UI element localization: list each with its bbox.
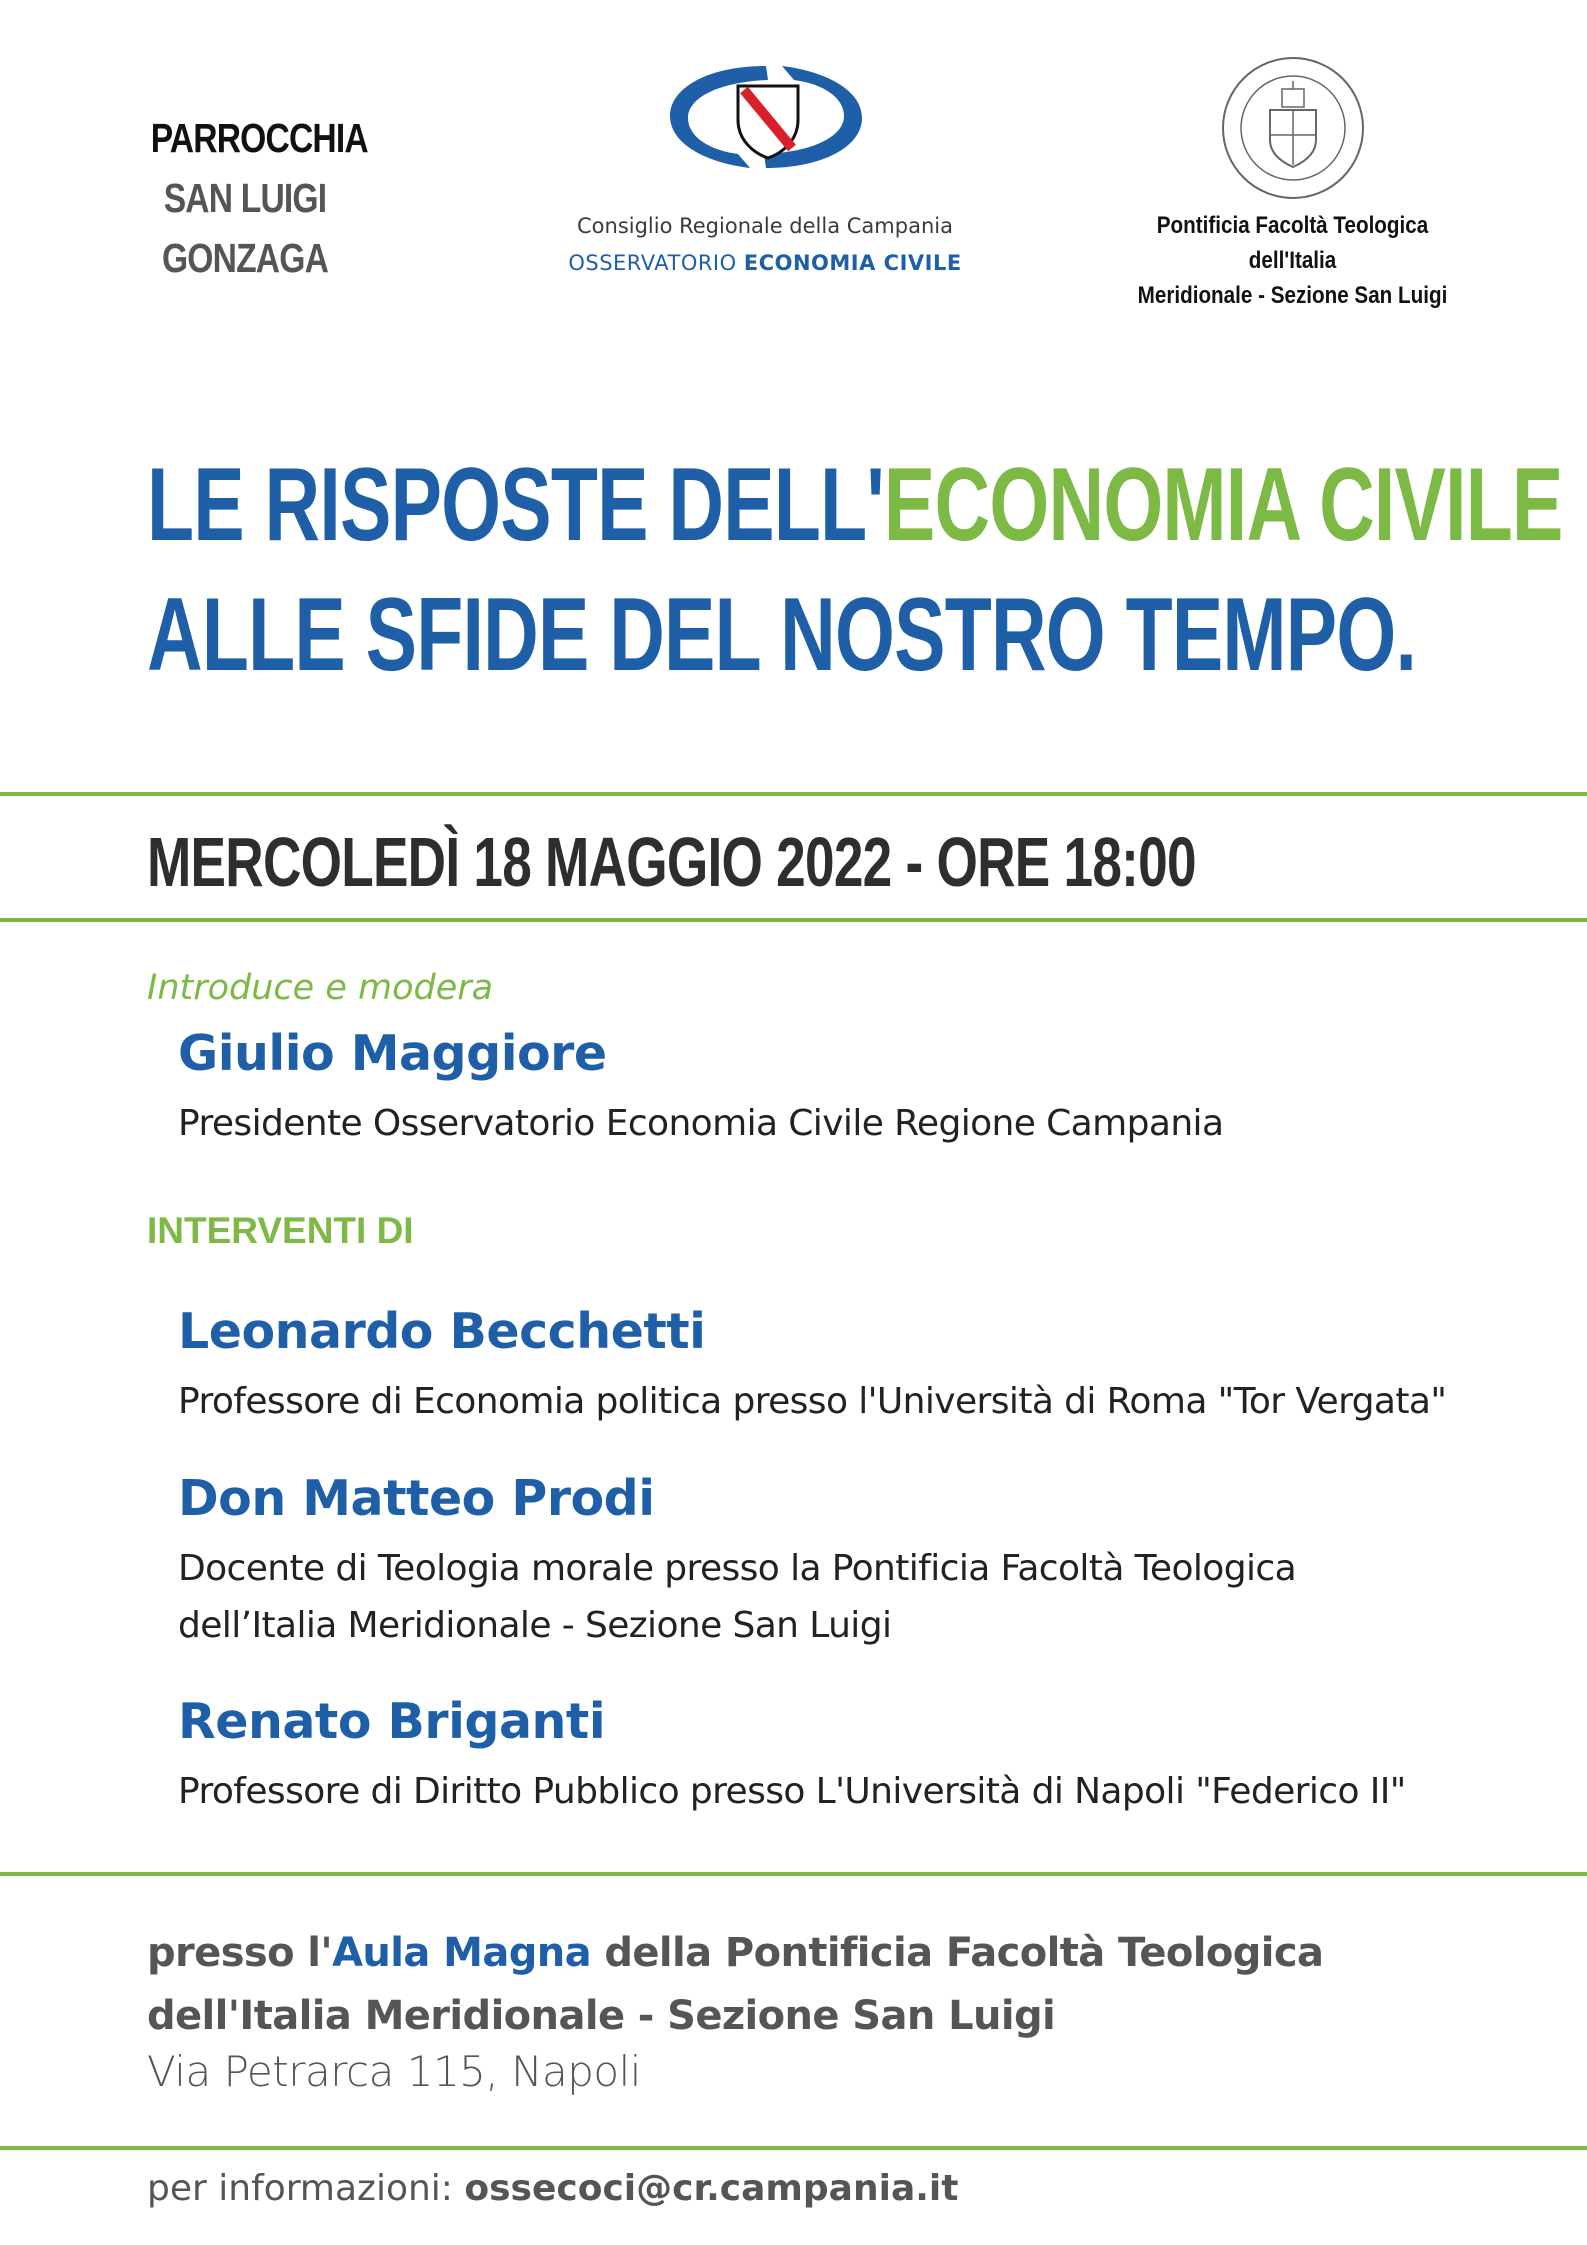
divider-top xyxy=(0,792,1587,796)
council-economia-civile-label: ECONOMIA CIVILE xyxy=(743,251,962,275)
venue xyxy=(147,1922,1323,2048)
title-line-1-blue: LE RISPOSTE DELL' xyxy=(147,447,884,563)
council-observatory-label: OSSERVATORIO xyxy=(568,251,744,275)
title-line-1-green: ECONOMIA CIVILE xyxy=(883,447,1563,563)
parish-line-3: GONZAGA xyxy=(161,235,329,281)
title-line-2: ALLE SFIDE DEL NOSTRO TEMPO. xyxy=(147,577,1417,693)
faculty-seal-icon xyxy=(1220,55,1366,201)
council-logo-icon xyxy=(668,58,864,176)
parish-line-1: PARROCCHIA xyxy=(150,115,368,161)
moderator-role: Presidente Osservatorio Economia Civile Regione Campania xyxy=(178,1103,1224,1144)
venue-prefix: presso l' xyxy=(147,1930,333,1976)
info-label: per informazioni: xyxy=(147,2168,465,2209)
speaker-name: Renato Briganti xyxy=(178,1693,606,1750)
speaker-name: Leonardo Becchetti xyxy=(178,1303,706,1360)
title-line-1 xyxy=(147,440,1563,570)
moderator-name: Giulio Maggiore xyxy=(178,1025,607,1082)
venue-highlight: Aula Magna xyxy=(332,1930,592,1976)
speaker-role: Professore di Economia politica presso l'Università di Roma "Tor Vergata" xyxy=(178,1381,1447,1422)
venue-line-2: dell'Italia Meridionale - Sezione San Luigi xyxy=(147,1993,1056,2039)
faculty-line-2: Meridionale - Sezione San Luigi xyxy=(1137,282,1448,309)
venue-rest: della Pontificia Facoltà Teologica xyxy=(591,1930,1324,1976)
venue-address: Via Petrarca 115, Napoli xyxy=(147,2047,641,2096)
moderator-label: Introduce e modera xyxy=(147,968,494,1008)
speaker-role: Professore di Diritto Pubblico presso L'Università di Napoli "Federico II" xyxy=(178,1771,1406,1812)
event-date: MERCOLEDÌ 18 MAGGIO 2022 - ORE 18:00 xyxy=(147,823,1196,901)
council-name xyxy=(560,208,970,282)
speaker-role: Docente di Teologia morale presso la Pontificia Facoltà Teologica xyxy=(178,1548,1297,1589)
divider-venue xyxy=(0,1872,1587,1876)
venue-line-1 xyxy=(147,1922,1323,1985)
faculty-name xyxy=(1118,208,1466,313)
council-line-1: Consiglio Regionale della Campania xyxy=(577,214,953,238)
divider-date xyxy=(0,918,1587,922)
faculty-line-1: Pontificia Facoltà Teologica dell'Italia xyxy=(1156,212,1429,274)
council-line-2 xyxy=(560,245,970,282)
info-line xyxy=(147,2168,958,2209)
speaker-name: Don Matteo Prodi xyxy=(178,1470,655,1527)
speakers-label: INTERVENTI DI xyxy=(147,1210,414,1251)
parish-line-2: SAN LUIGI xyxy=(163,175,327,221)
info-email-link[interactable]: ossecoci@cr.campania.it xyxy=(464,2168,959,2209)
divider-bottom xyxy=(0,2146,1587,2150)
speaker-role: dell’Italia Meridionale - Sezione San Luigi xyxy=(178,1605,892,1646)
parish-name xyxy=(150,108,368,288)
event-title xyxy=(147,440,1563,700)
